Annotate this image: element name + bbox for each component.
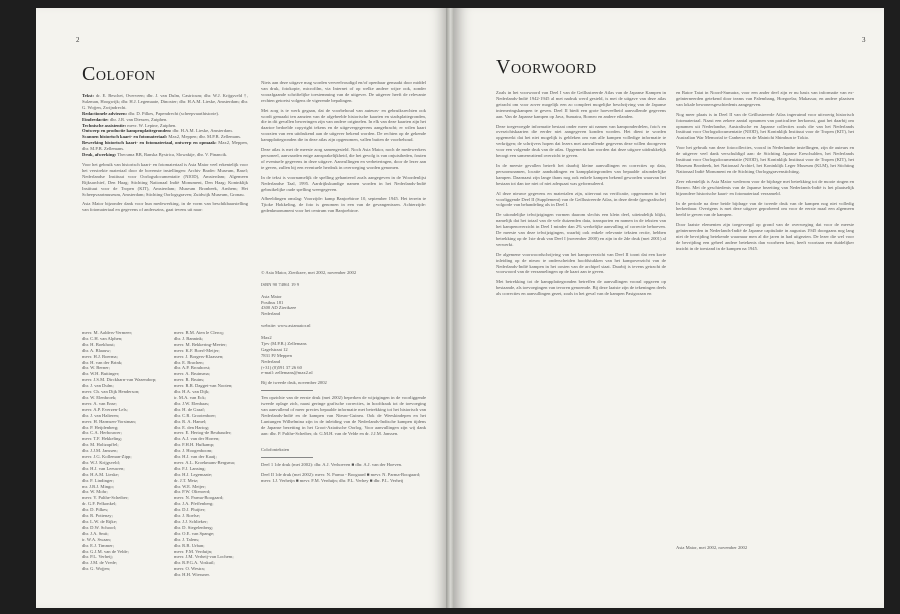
disclaimer-paragraph: Deze atlas is met de meeste zorg samengesteld. Noch Asia Maior, noch de medewerkers personeel, aanvaarden enige aansprakelijkheid, die het gevolg is van onjuistheden, fouten of eventuele gegevens in deze uitgave. Aanvullingen en verbeteringen, door de lezer aan te geven, zullen bij een eventuele herdruk in overweging worden genomen. xyxy=(261,147,426,170)
name-entry: dhr. F.J. Lansing; xyxy=(174,465,206,471)
name-entry: dhr. J.J. Schlieker; xyxy=(174,519,208,524)
name-entry: mevr. Y. Palthe-Scheiber; xyxy=(82,495,129,501)
edition-heading: Bij de tweede druk, november 2002 xyxy=(261,380,327,385)
name-entry: dhr. G. Wojjen; xyxy=(82,566,111,572)
foreword-paragraph: Door laatste elementen zijn toegevoegd op grond van de overweging dat voor de meeste geïnterneerden in Nederlands-Indië de Japanse capitulatie in augustus 1945 doorgaans nog lang niet de bevrijding betekende waarnaar men al die jaren in had uitgezien. De lezer die wel voor de bevrijding een geheel andere betekenis dan voorheen kent, heeft voortaan een duidelijker inzicht in de toestand in de kampen na 1945. xyxy=(676,222,854,251)
name-entry: mevr. J.M. Verheij-van Lochem; xyxy=(174,554,234,560)
name-entry: dhr. J. Bannink; xyxy=(174,335,204,341)
colophon-text-column xyxy=(82,93,248,217)
name-entry: dhr. H.J. van Leeuwen; xyxy=(82,465,125,471)
foreword-paragraph: In de periode na deze beide bijdrage van de tweede druk van de kampen nog niet volledig herkenbaar. Overigens is met deze uitgave geprobeerd om voor de eerste maal een algemeen beeld te geven van de kampen. xyxy=(676,200,854,218)
credit-label: Ontwerp en productie kampenplattegronden: xyxy=(82,128,172,134)
name-entry: mevr. H. Harmsen-Vorstman; xyxy=(82,418,137,424)
name-entry: dhr. W. Mohr; xyxy=(82,489,108,495)
name-entry: mevr. J.S.M. Dirckharn-van Wazendorp; xyxy=(82,377,157,383)
name-entry: dhr. M. Holtzapffel; xyxy=(82,442,119,448)
name-entry: dhr. P.L. Verheij; xyxy=(82,554,113,560)
credit-text: Max2, Meppen; dhr. M.P.B. Zellemans. xyxy=(168,134,242,140)
name-entry: dhr. W. Elenbroek; xyxy=(82,394,117,400)
page-number-left: 2 xyxy=(76,36,80,44)
publisher-line: Postbus 181 xyxy=(261,299,284,305)
publisher-line: ISBN 90 74861 19 9 xyxy=(261,281,300,287)
name-entry: dhr. O.E. van Spange; xyxy=(174,530,215,536)
name-entry: dhr. P.W. Olieroerd; xyxy=(174,489,211,495)
credit-label: Druk, afwerking: xyxy=(82,152,117,158)
credit-label: Technische assistentie: xyxy=(82,122,127,128)
foreword-paragraph: Deze toegevoegde informatie bestaat onder meer uit namen van kamponderdelen, foto's en overzichtskaarten die eerder niet aangegeven konden worden. Het dient te worden opgemerkt dat het niet mogelijk is gebleken om van alle kampen volledige informatie te verkrijgen; de schrijvers hopen dat lezers met aanvullende gegevens deze willen doorgeven voor een volgende druk van de atlas. Opgemerkt kan worden dat deze uitgave uitdrukkelijk beoogt een samenvattend overzicht te geven. xyxy=(496,123,666,159)
name-entry: dhr. J. van Dulm; xyxy=(82,383,114,389)
foreword-paragraph: Voor het gebruik van deze fotocollecties, vooral in Nederlandse instellingen, zijn de auteurs en de uitgever veel dank verschuldigd aan: de Stichting Japanse Ereschulden, het Nederlands Instituut voor Oorlogsdocumentatie (NIOD), het Koninklijk Instituut voor de Tropen (KIT), het Museum Bronbeek, het Nationaal Archief, het Koninklijk Leger Museum (KLM), het Stichting Nationaal Indië Monument en de Stichting Oorlogsgravenstichting. xyxy=(676,145,854,174)
name-entry: mevr. K.F. Boerl-Meijer; xyxy=(174,347,220,353)
foreword-paragraph: In de meeste gevallen betreft het daarbij kleine aanvullingen en correcties op data, persoonsnamen, locatie aanduidingen en kampplattegronden van bepaalde afzonderlijke kampen. Daarnaast zijn lange thans nog ook enkele kampen bekend geworden waarvan het bestaan tot dan toe niet of niet adequaat was geformuleerd. xyxy=(496,162,666,186)
name-entry: dhr. J.M. de Vrede; xyxy=(82,560,118,566)
publisher-line: Tjev (M.P.B.) Zellemans xyxy=(261,340,307,346)
foreword-paragraph: Met betrekking tot de kampplattegronden betreffen de aanvullingen vooral opgaven op bestaande, als toevoegingen van tevoren genoemde. Bij deze laatste zijn de tekeningen deels als correcties en aanvullingen gezet, zoals in het geval van de kampen Pasigoraan en xyxy=(496,279,666,297)
name-entry: dhr. E.J. Timmer; xyxy=(82,542,115,548)
name-entry: dhr. H.A.M. Lieske; xyxy=(82,471,120,477)
name-entry: dhr. J. Roelse; xyxy=(174,513,201,519)
publisher-line: (+31) (0)591 37 26 60 xyxy=(261,364,302,370)
name-entry: dhr. J. Talens; xyxy=(174,536,200,542)
divider xyxy=(261,390,313,391)
name-entry: dhr. W.E. Meijer; xyxy=(174,483,206,489)
book-spread xyxy=(36,8,884,608)
page-number-right: 3 xyxy=(862,36,866,44)
name-entry: dhr. D.W. Schoorl; xyxy=(82,524,117,530)
publisher-line: 4300 AD Zierikzee xyxy=(261,305,297,311)
name-entry: mevr. M. Aalders-Vermeer; xyxy=(82,330,133,335)
publisher-line: e-mail: zellemans@max2.nl xyxy=(261,370,313,376)
name-entry: mevr. J. Borgers-Klaassen; xyxy=(174,353,224,359)
name-entry: mevr. T.F. Hekkeling; xyxy=(82,436,122,442)
credit-text: Thecuma BB, Banska Bystrica, Slowakije, dhr. V. Pinancik. xyxy=(117,152,228,158)
name-entry: dhr. H.A. van Dijk; xyxy=(174,389,210,395)
name-entry: dhr. R.B. Urban; xyxy=(174,542,205,548)
name-entry: dhr. J.A. Smit; xyxy=(82,530,109,536)
name-entry: mr. J.B.J. Mingo; xyxy=(82,483,114,489)
foreword-column-2 xyxy=(676,90,854,256)
publisher-block xyxy=(261,270,426,376)
name-entry: dhr. R.P.G.A. Voskuil; xyxy=(174,560,215,566)
spelling-paragraph: In de tekst is voornamelijk de spelling gehanteerd zoals aangegeven in de Woordenlijst Nederlandse Taal, 1995. Aardrijkskundige namen worden in het Nederlands-Indië gebruikelijke oude spelling weergegeven. xyxy=(261,174,426,192)
publisher-line: 7831 PJ Meppen xyxy=(261,352,292,358)
credit-text: dhr. H.A.M. Lieske, Amsterdam. xyxy=(172,128,233,134)
name-entry: mevr. A.P. Everzen-Lels; xyxy=(82,406,128,412)
edition-notes xyxy=(261,380,426,484)
name-entry: dhr. R. A. Hamel; xyxy=(174,418,207,424)
name-entry: ir. M.A. van Eck; xyxy=(174,394,206,400)
name-entry: mevr. O. Westra; xyxy=(174,566,205,572)
credit-label: Scannen historisch kaart- en fotomateriaal: xyxy=(82,134,168,140)
name-entry: mevr. F.M. Verduijn; xyxy=(174,548,213,554)
deel-2-credits: Deel II 1de druk (mei 2002): mevr. N. Parma - Boogaard ■ mevr. N. Parma-Boogaard; mevr. I.J. Verheijn ■ mevr. F.M. Verduijn; dhr. P.L. Verhey ■ dhr. P.L. Verheij xyxy=(261,472,421,483)
acknowledgement-paragraph: Asia Maior bijzonder dank voor hun medewerking, in de vorm van beschikbaarstelling van fotomateriaal en gegevens of anderszins, gaat tevens uit naar: xyxy=(82,201,248,213)
publisher-line: Gagelstraat 12 xyxy=(261,346,288,352)
name-entry: dhr. J. Hoogenboom; xyxy=(174,448,213,454)
name-entry: mevr. R. Bruins; xyxy=(174,377,205,383)
name-entry: mevr. Ch. van Dijk Henderson; xyxy=(82,389,140,395)
name-entry: dhr. A.J. van der Horren; xyxy=(174,436,220,442)
foreword-paragraph: De uitondelijke telwijzigingen vormen daarom slechts een klein deel, uiteindelijk blijkt, namelijk dat het totaal van de vele duizenden data, transporten en namen in de teksten van het kampenoverzicht in Deel I minder dan 2% werkelijke aanvulling of correctie behoeven. De meeste van deze telwijzigingen, waarbij ook enkele relevante teksten rectie, hebben betrekking op de 1ste druk van Deel I (november 2000) en zijn in de 2de druk (mei 2001) al verwerkt. xyxy=(496,212,666,247)
name-entry: dhr. H. Boekhout; xyxy=(82,341,115,347)
name-entry: dhr. G.J.M. van de Velde; xyxy=(82,548,129,554)
names-list-col1 xyxy=(82,330,172,572)
name-entry: dhr. C.A. Herbouwer; xyxy=(82,430,122,436)
name-entry: dhr. A. Blaauw; xyxy=(82,347,111,353)
left-page xyxy=(36,8,448,608)
name-entry: mevr. A. van Ense; xyxy=(82,400,117,406)
name-entry: mevr. R.R. Dagget-van Nooten; xyxy=(174,383,233,389)
foreword-paragraph: Zoals in het voorwoord van Deel I van de Geïllustreerde Atlas van de Japanse Kampen in Nederlands-Indië 1942-1945 al met nadruk werd gesteld, is met de uitgave van deze atlas getracht om voor zover mogelijk een zo compleet mogelijke beschrijving van de Japanse interneringskampen te geven. Deel II biedt een grote hoeveelheid aanvullende gegevens aan. Van de Japanse kampen op Java, Sumatra, Borneo en andere eilanden. xyxy=(496,90,666,119)
name-entry: mevr. E. Hertog-de Beubauder; xyxy=(174,430,232,436)
publisher-line: © Asia Maior, Zierikzee, mei 2002, november 2002 xyxy=(261,270,357,275)
cover-images-paragraph: Afbeeldingen omslag: Voorzijde: kamp Banjoebiroe 10, september 1945. Het terrein te Tjioke Hokkeling, de foto is genomen in een van de gevangenissen. Achterzijde: gedenkmonument voor het centrum van Banjoebiroe. xyxy=(261,196,426,214)
foreword-signature: Asia Maior, mei 2002, november 2002 xyxy=(676,545,748,550)
name-entry: dhr. J.W. Elenbaas; xyxy=(174,400,210,406)
name-entry: dhr. F.H.H. Hufkamp; xyxy=(174,442,215,448)
name-entry: dhr. F. Lindinger; xyxy=(82,477,115,483)
credit-text: dr. E. Beschet, Overveen; dhr. J. van Dulm, Castricum; dhr. W.J. Krijgsveld †, Sulzman, Hoogwijk; dhr. H.J. Legemaate, Dinoxter; dhr. H.A.M. Lieske, Amsterdam; dhr. G. Wojjen, Zwijndrecht. xyxy=(82,93,248,110)
page-title-voorwoord: Voorwoord xyxy=(496,56,597,78)
name-entry: mevr. M. Bekkering-Meeter; xyxy=(174,341,227,347)
foreword-paragraph: Zeer erkentelijk is Asia Maior wederom voor de bijdrage met betrekking tot de mooie ringen en Borneo. Met de geschiedenis van de Japanse bezetting van Nederlands-Indië is het plaatselijk bijzondere historische kaart- en fotomateriaal verzameld. xyxy=(676,178,854,196)
name-entry: dhr. D. Pilkes; xyxy=(82,507,109,513)
credit-label: Tekst: xyxy=(82,93,95,98)
name-entry: dhr. R. Pottenzy; xyxy=(82,513,113,519)
credit-text: mevr. W. Lepine, Zutphen. xyxy=(127,122,177,128)
name-entry: dhr. L.W. de Rijke; xyxy=(82,519,118,524)
foreword-paragraph: Nog meer plaats is in Deel II van de Geïllustreerde Atlas ingeruimd voor uitvoerig historisch fotomateriaal. Naast een zekere aantal opnamen van particuliere herkomst, gaat het daarbij om opnamen uit Nederlandse, Australische en Japanse collecties zoals die van het Nederlands Instituut voor Oorlogsdocumentatie (NIOD), het Koninklijk Instituut voor de Tropen (KIT), het Australian War Memorial te Canberra en de Mainichi Shimbun te Tokio. xyxy=(676,111,854,141)
deel-1-credits: Deel 1 1de druk (mei 2002): dhr. A.J. Verhoeven ■ dhr. A.J. van der Hoeven. xyxy=(261,462,403,467)
name-entry: dhr. P. Heijdenberg; xyxy=(82,424,119,430)
name-entry: mevr. H.J. Boerma; xyxy=(82,353,118,359)
publisher-line: Asia Maior xyxy=(261,293,282,299)
page-title-colofon: Colofon xyxy=(82,63,156,85)
foreword-column-1 xyxy=(496,90,666,301)
name-entry: dhr. W.J. Krijgsveld; xyxy=(82,459,120,465)
publisher-line: Nederland xyxy=(261,311,281,317)
name-entry: dr. G.F. Pelkonkel; xyxy=(82,501,117,507)
name-entry: mevr. B.M. Aten le Clercq; xyxy=(174,330,224,335)
colophon-texts-heading: Colofonteksten xyxy=(261,447,290,452)
acknowledgement-paragraph: Voor het gebruik van historisch kaart- en fotomateriaal is Asia Maior veel erkentelijk voor het verstrekte materiaal door de bovenste instellingen: Archiv Bradec Museum, Basel; Nederlandse Instituut voor Oorlogsdocumentatie (NIOD), Amsterdam; Algemeen Rijksarchief, Den Haag; Stichting Nationaal Indië Monument, Den Haag; Koninklijk Instituut voor de Tropen (KIT), Amsterdam; Museum Bronbeek, Arnhem; Het Scheepvaartmuseum, Amsterdam; Stichting Oorlogsgraven; Zuidwijk Museum, Gronau. xyxy=(82,161,248,197)
name-entry: mevr. A.L. Kroekmans-Bergsma; xyxy=(174,459,236,465)
name-entry: mevr. N. Parma-Boogaard; xyxy=(174,495,224,501)
publisher-line: Max2 xyxy=(261,334,272,340)
publisher-line: website: www.asiamaior.nl xyxy=(261,323,311,329)
name-entry: dhr. D.J. Pluijter; xyxy=(174,507,206,513)
credit-text: dhr. D. Pilkes, Papendrecht (scheepvaarthistorie). xyxy=(128,110,220,116)
foreword-paragraph: Al deze nieuwe gegevens en materialen zijn, uitervaut na verificatie, opgenomen in het voorliggende Deel II (Supplement) van de Geïllustreerde Atlas, in deze derde (geografische) volgorde van behandeling als in Deel I. xyxy=(496,190,666,208)
credit-label: Bewerking historisch kaart- en fotomateriaal, ontwerp en opmaak: xyxy=(82,140,217,146)
rights-paragraph: Met zorg is te werk gegaan, dat de voorbehoud van auteurs- en gebruiksrechten ook wordt gemaakt ten aanzien van de afgebeelde historische kaarten en stadsplattegronden, die in dit gevallen beweringen zijn van ondere originelen. In elk van deze kaarten zijn het daartoe bedoelde copyright tekens en de uitgevergegevens aangebracht; er wilen kaart voorzien van een uitdrukend aan de uitgever bekend worden. De rechten op de gekende kampplattegronden die in deze atlas zijn opgenomen, vallen buiten de voorbehoud. xyxy=(261,107,426,143)
foreword-paragraph: en Batoe Tatat in Noord-Sumatra, voor een ander deel zijn er nu basis van informatie van ex-geïnterneerden getekend door teams van Palembang, Hoegoelar, Makassar, en andere plaatsen van lokale bewonersgeschiedenis aangegeven. xyxy=(676,90,854,107)
name-entry: mevr. A. Bruinsma; xyxy=(174,371,210,377)
name-entry: dhr. C.H. van Alphen; xyxy=(82,335,123,341)
credit-label: Eindredactie: xyxy=(82,116,109,122)
name-entry: dhr. H. de Graaf; xyxy=(174,406,205,412)
name-entry: ir. W.A. Swaan; xyxy=(82,536,111,542)
name-entry: mevr. J.G. Kolleman-Zipp; xyxy=(82,454,132,460)
name-entry: dhr. C.R. Grootenboer; xyxy=(174,412,217,418)
edition-text: Ten opzichte van de eerste druk (mei 2002) beperken de wijzigingen in de voorliggende tweede oplage zich, naast geringe grafische correcties, in hoofdzaak tot de toevoeging van aanvullend of meer precies bepaalde informatie met betrekking tot het historisch van Nederlands-Indië en de kampen van Nieuw-Guinea. Ook de Weeskindepen en het Luntungen Wilhelmina zijn in de inleiding van de Nederlands-Indische kampen tijdens de Japanse bezetting in het Groot-Aziatische Oorlog. Voor aanvullingen zijn wij dank aan: dhr. P. Palthe-Scheiber, dr. G.M.H. van de Velde en dr. J.J.M. Janssen. xyxy=(261,395,426,436)
rights-paragraph: Niets aan deze uitgave mag worden verveelvoudigd en/of openbaar gemaakt door middel van druk, fotokopie, microfilm, via Internet of op welke andere wijze ook, zonder voorafgaande schriftelijke toestemming van de uitgever. De uitgever heeft de relevante rechten getoetst volgens de vigerende bepalingen. xyxy=(261,80,426,103)
divider xyxy=(261,457,313,458)
name-entry: dhr. W.H. Buttinger; xyxy=(82,371,120,377)
name-entry: dhr. H.J. Legemaate; xyxy=(174,471,213,477)
rights-text-column xyxy=(261,80,426,218)
name-entry: dhr. J.J.M. Janssen; xyxy=(82,448,118,454)
name-entry: dhr. J.A. Pfeffenberg; xyxy=(174,501,214,507)
names-list-col2 xyxy=(174,330,258,578)
name-entry: dhr. H. van der Brink; xyxy=(82,359,123,365)
name-entry: dhr. J. van Halteren; xyxy=(82,412,120,418)
name-entry: dr. J.T. Metz; xyxy=(174,477,199,483)
credit-label: Redactionele adviezen: xyxy=(82,110,128,116)
foreword-paragraph: De algemene voorwoordschrijving van het kampoverzicht van Deel II toont dat een korte inleiding op de nieuw te onderscheiden hoofdstukken van het kampoverzicht van de Nederlands-Indië kampen in het oosten van de archipel staat. Daarbij is tevens getracht de voorwoord van de verzamelingen op de kaart aan te geven. xyxy=(496,251,666,275)
name-entry: dhr. D. Siegelenberg; xyxy=(174,524,213,530)
credit-text: Max2, Meppen, dhr. M.P.B. Zellemans. xyxy=(82,140,249,152)
name-entry: dhr. A.P. Brouhorst; xyxy=(174,365,211,371)
name-entry: dhr. H.J. van der Kaaij; xyxy=(174,454,217,460)
credit-text: dhr. J.R. van Diessen, Zutphen. xyxy=(109,116,168,122)
name-entry: dhr. H.H. Wiessner. xyxy=(174,572,210,578)
name-entry: dhr. E. den Hartog; xyxy=(174,424,210,430)
name-entry: dhr. W. Berner; xyxy=(82,365,111,371)
name-entry: dhr. E. Brachen; xyxy=(174,359,204,365)
publisher-line: Nederland xyxy=(261,358,281,364)
right-page xyxy=(454,8,884,608)
credits-block xyxy=(82,93,248,158)
